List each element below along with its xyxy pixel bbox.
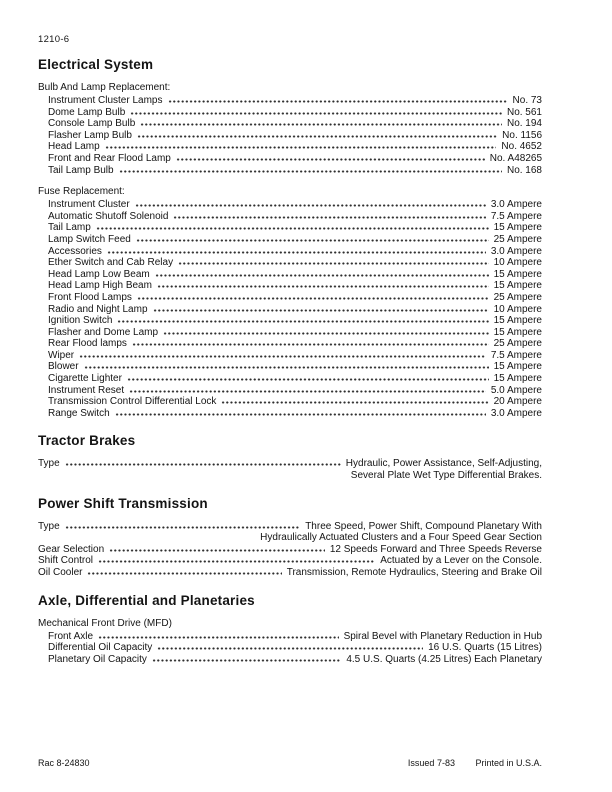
spec-line (48, 292, 542, 304)
spec-row (38, 567, 542, 579)
spec-row (48, 257, 542, 269)
spec-line (48, 280, 542, 292)
spec-label: Lamp Switch Feed (48, 233, 131, 245)
spec-row (48, 118, 542, 130)
spec-value: 25 Ampere (493, 291, 542, 303)
fuse-rows (38, 199, 542, 419)
spec-row (48, 642, 542, 654)
spec-line (48, 327, 542, 339)
leader-dots (65, 526, 301, 529)
spec-value: 15 Ampere (493, 361, 542, 373)
spec-value: 10 Ampere (493, 257, 542, 269)
leader-dots (79, 355, 486, 358)
spec-label: Planetary Oil Capacity (48, 653, 147, 665)
spec-label: Head Lamp (48, 141, 100, 153)
spec-line (38, 555, 542, 567)
section-title-electrical-system: Electrical System (38, 57, 154, 72)
spec-value: No. 168 (506, 164, 542, 176)
leader-dots (130, 112, 502, 115)
spec-line (48, 246, 542, 258)
page-number: 1210-6 (38, 34, 70, 45)
spec-value: 10 Ampere (493, 303, 542, 315)
spec-label: Tail Lamp Bulb (48, 164, 114, 176)
spec-row (48, 246, 542, 258)
spec-label: Differential Oil Capacity (48, 642, 153, 654)
section-title-axle-differential-planetaries: Axle, Differential and Planetaries (38, 592, 255, 608)
spec-row (48, 631, 542, 643)
spec-label: Head Lamp Low Beam (48, 268, 150, 280)
footer-issued-date: Issued 7-83 (407, 758, 455, 768)
spec-label: Instrument Cluster Lamps (48, 95, 163, 106)
fuse-heading: Fuse Replacement: (38, 186, 125, 198)
power-shift-rows (38, 521, 542, 579)
spec-row (48, 95, 542, 107)
spec-label: Dome Lamp Bulb (48, 106, 126, 118)
spec-value: 12 Speeds Forward and Three Speeds Reverse (329, 543, 542, 555)
spec-row (48, 199, 542, 211)
spec-label: Tail Lamp (48, 222, 91, 234)
spec-label: Transmission Control Differential Lock (48, 396, 217, 408)
spec-label: Range Switch (48, 407, 110, 419)
spec-line (48, 153, 542, 165)
leader-dots (117, 320, 488, 323)
leader-dots (127, 378, 489, 381)
fuse-replacement-group (38, 186, 542, 419)
spec-line (48, 234, 542, 246)
leader-dots (221, 401, 488, 404)
spec-row (48, 408, 542, 420)
spec-value: Actuated by a Lever on the Console. (380, 555, 542, 567)
spec-label: Front Axle (48, 630, 94, 642)
spec-label: Rear Flood lamps (48, 338, 127, 350)
spec-value: 15 Ampere (493, 280, 542, 292)
footer-publication-code: Rac 8-24830 (38, 758, 90, 768)
spec-row (48, 396, 542, 408)
spec-line (48, 350, 542, 362)
leader-dots (119, 170, 502, 173)
spec-value-continuation: Hydraulically Actuated Clusters and a Four Speed Gear Section (260, 532, 542, 544)
leader-dots (157, 647, 423, 650)
spec-value: No. 1156 (502, 129, 542, 141)
spec-row (48, 141, 542, 153)
spec-line (48, 118, 542, 130)
spec-label: Ignition Switch (48, 315, 113, 327)
leader-dots (155, 274, 489, 277)
spec-row (48, 654, 542, 666)
leader-dots (98, 560, 375, 563)
leader-dots (87, 572, 281, 575)
spec-row (48, 269, 542, 281)
spec-value: 4.5 U.S. Quarts (4.25 Litres) Each Planetary (346, 653, 542, 665)
leader-dots (109, 549, 325, 552)
spec-value: 25 Ampere (493, 338, 542, 350)
tractor-brakes-rows (38, 458, 542, 481)
spec-line (48, 141, 542, 153)
spec-line (48, 361, 542, 373)
spec-label: Wiper (48, 349, 75, 361)
spec-row (48, 130, 542, 142)
leader-dots (135, 204, 486, 207)
spec-row (38, 458, 542, 481)
bulb-lamp-heading: Bulb And Lamp Replacement: (38, 82, 171, 93)
spec-value: Hydraulic, Power Assistance, Self-Adjusting, (345, 458, 542, 470)
spec-line (48, 338, 542, 350)
spec-label: Accessories (48, 245, 102, 257)
spec-label: Shift Control (38, 555, 94, 567)
spec-value: 3.0 Ampere (490, 199, 542, 211)
leader-dots (65, 463, 341, 466)
spec-line (48, 222, 542, 234)
spec-row (48, 153, 542, 165)
spec-line (48, 642, 542, 654)
spec-row (48, 385, 542, 397)
spec-value: 20 Ampere (493, 396, 542, 408)
leader-dots (163, 332, 489, 335)
spec-line (48, 304, 542, 316)
section-title-tractor-brakes: Tractor Brakes (38, 433, 136, 449)
spec-row (48, 315, 542, 327)
leader-dots (96, 227, 489, 230)
spec-value: 25 Ampere (493, 233, 542, 245)
spec-label: Front Flood Lamps (48, 291, 132, 303)
spec-value: No. 4652 (501, 141, 542, 153)
spec-row (48, 165, 542, 177)
spec-row (48, 292, 542, 304)
spec-value: 15 Ampere (493, 326, 542, 338)
leader-dots (98, 636, 339, 639)
spec-row (48, 361, 542, 373)
leader-dots (115, 413, 486, 416)
bulb-lamp-rows (38, 95, 542, 176)
leader-dots (129, 390, 486, 393)
spec-label: Flasher and Dome Lamp (48, 326, 159, 338)
spec-line (48, 165, 542, 177)
spec-line (48, 107, 542, 119)
spec-line (38, 521, 542, 533)
spec-value: 15 Ampere (493, 268, 542, 280)
mechanical-front-drive-group (38, 618, 542, 666)
spec-row (38, 555, 542, 567)
spec-line (48, 631, 542, 643)
spec-value: 5.0 Ampere (490, 384, 542, 396)
spec-value: 15 Ampere (493, 373, 542, 385)
spec-row (48, 350, 542, 362)
spec-line (38, 567, 542, 579)
spec-line (48, 385, 542, 397)
spec-value: 3.0 Ampere (490, 245, 542, 257)
spec-row (48, 107, 542, 119)
spec-value: 7.5 Ampere (490, 349, 542, 361)
spec-value: No. 194 (506, 118, 542, 130)
spec-row (48, 234, 542, 246)
spec-label: Flasher Lamp Bulb (48, 129, 132, 141)
spec-label: Blower (48, 361, 79, 373)
spec-line (38, 458, 542, 470)
spec-label: Type (38, 458, 60, 470)
spec-row (48, 280, 542, 292)
spec-line (48, 257, 542, 269)
spec-label: Automatic Shutoff Solenoid (48, 210, 169, 222)
leader-dots (137, 297, 489, 300)
spec-label: Instrument Reset (48, 384, 125, 396)
spec-row (48, 327, 542, 339)
spec-line (48, 269, 542, 281)
leader-dots (136, 239, 489, 242)
leader-dots (84, 366, 489, 369)
mfd-rows (38, 631, 542, 666)
spec-value: Three Speed, Power Shift, Compound Planetary With (305, 520, 542, 532)
spec-value: No. 73 (512, 95, 542, 106)
spec-value: No. 561 (506, 106, 542, 118)
section-title-power-shift-transmission: Power Shift Transmission (38, 495, 208, 511)
leader-dots (107, 251, 486, 254)
spec-label: Instrument Cluster (48, 199, 130, 211)
spec-value: Spiral Bevel with Planetary Reduction in Hub (343, 630, 542, 642)
spec-label: Cigarette Lighter (48, 373, 122, 385)
spec-line (38, 544, 542, 556)
spec-value: 16 U.S. Quarts (15 Litres) (428, 642, 542, 654)
spec-row (48, 304, 542, 316)
spec-line (48, 373, 542, 385)
leader-dots (137, 135, 497, 138)
page-footer (38, 758, 542, 768)
spec-line (48, 130, 542, 142)
spec-value: 3.0 Ampere (490, 407, 542, 419)
leader-dots (176, 158, 485, 161)
spec-value: 7.5 Ampere (490, 210, 542, 222)
spec-line (48, 408, 542, 420)
spec-label: Type (38, 520, 60, 532)
spec-value-continuation: Several Plate Wet Type Differential Brakes. (350, 470, 542, 482)
spec-line (48, 211, 542, 223)
spec-label: Oil Cooler (38, 567, 83, 578)
spec-value: Transmission, Remote Hydraulics, Steering and Brake Oil (286, 567, 542, 578)
spec-row (48, 373, 542, 385)
spec-line (48, 95, 542, 107)
leader-dots (140, 123, 502, 126)
spec-row (38, 544, 542, 556)
bulb-lamp-replacement-group (38, 82, 542, 176)
spec-row (48, 222, 542, 234)
spec-label: Head Lamp High Beam (48, 280, 152, 292)
leader-dots (157, 285, 489, 288)
spec-value: 15 Ampere (493, 222, 542, 234)
leader-dots (173, 216, 485, 219)
spec-value: No. A48265 (489, 152, 542, 164)
spec-row (48, 338, 542, 350)
leader-dots (105, 146, 497, 149)
spec-line (48, 315, 542, 327)
leader-dots (168, 100, 508, 103)
spec-label: Front and Rear Flood Lamp (48, 152, 171, 164)
leader-dots (153, 309, 489, 312)
mfd-subheading: Mechanical Front Drive (MFD) (38, 617, 172, 629)
footer-printed-note: Printed in U.S.A. (475, 758, 542, 768)
spec-row (48, 211, 542, 223)
spec-label: Gear Selection (38, 543, 105, 555)
spec-label: Radio and Night Lamp (48, 303, 148, 315)
spec-line (48, 396, 542, 408)
leader-dots (132, 343, 489, 346)
leader-dots (152, 659, 341, 662)
spec-line (48, 199, 542, 211)
spec-line (48, 654, 542, 666)
spec-row (38, 521, 542, 544)
spec-label: Ether Switch and Cab Relay (48, 257, 174, 269)
footer-right-group (390, 758, 542, 768)
spec-value: 15 Ampere (493, 315, 542, 327)
leader-dots (178, 262, 489, 265)
spec-label: Console Lamp Bulb (48, 118, 136, 130)
